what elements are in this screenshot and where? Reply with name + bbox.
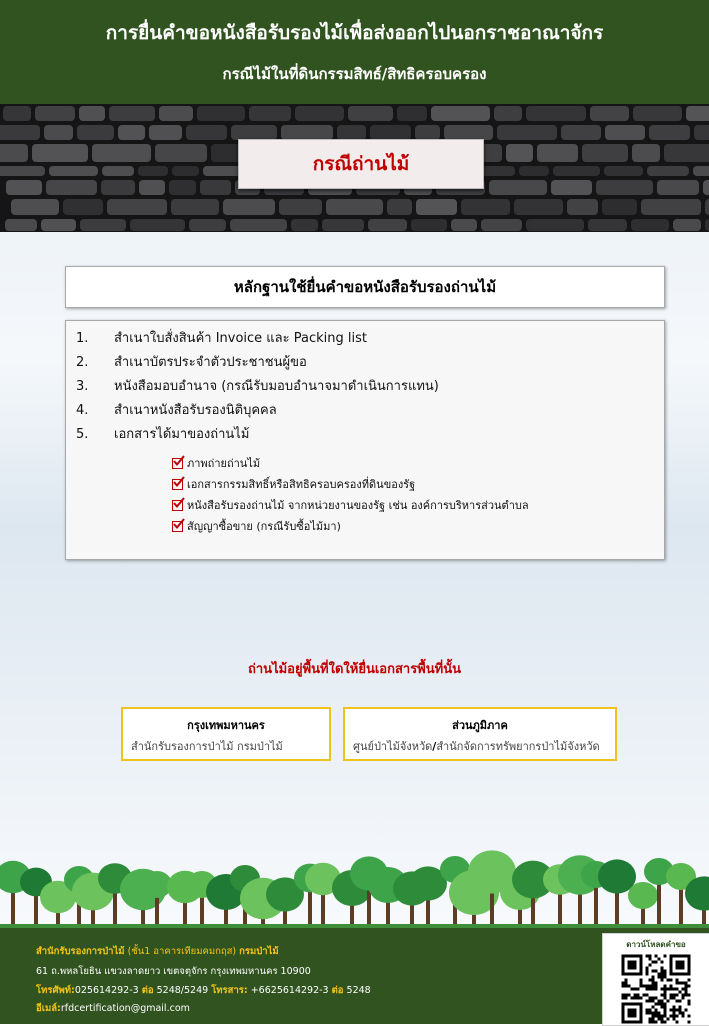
office-name: สำนักรับรองการป่าไม้ [36, 946, 125, 957]
ext-number: 5248/5249 [153, 985, 212, 996]
item-number: 1. [76, 331, 89, 346]
checkbox-checked-icon [172, 479, 183, 490]
bangkok-heading: กรุงเทพมหานคร [187, 719, 265, 732]
regional-office-b: สำนักจัดการทรัพยากรป่าไม้จังหวัด [436, 740, 600, 753]
email-label: อีเมล์: [36, 1003, 61, 1014]
qr-code-icon[interactable] [617, 954, 695, 1024]
item-text: เอกสารได้มาของถ่านไม้ [114, 427, 250, 442]
sub-list-item [172, 476, 415, 493]
tree-line-illustration [0, 842, 709, 938]
regional-separator: / [432, 740, 437, 753]
sub-item-text: สัญญาซื้อขาย (กรณีรับซื้อไม้มา) [187, 520, 341, 533]
phone-number: 025614292-3 [74, 985, 142, 996]
footer-address: 61 ถ.พหลโยธิน แขวงลาดยาว เขตจตุจักร กรุงเทพมหานคร 10900 [36, 966, 311, 977]
item-number: 4. [76, 403, 89, 418]
footer-phone-line [36, 983, 371, 998]
header-bar [0, 0, 709, 104]
regional-offices [353, 737, 600, 755]
case-title-box: กรณีถ่านไม้ [238, 139, 484, 189]
item-number: 5. [76, 427, 89, 442]
bangkok-box [121, 707, 331, 761]
sub-item-text: เอกสารกรรมสิทธิ์หรือสิทธิครอบครองที่ดินของรัฐ [187, 478, 416, 491]
evidence-list [65, 320, 665, 560]
page-subtitle: กรณีไม้ในที่ดินกรรมสิทธ์/สิทธิครอบครอง [222, 65, 487, 83]
regional-office-a: ศูนย์ป่าไม้จังหวัด [353, 740, 433, 753]
fax-number: +6625614292-3 [247, 985, 332, 996]
fax-ext-label: ต่อ [331, 985, 344, 996]
qr-label: ดาวน์โหลดคำขอ [626, 940, 686, 949]
ext-label: ต่อ [141, 985, 154, 996]
fax-label: โทรสาร: [211, 985, 248, 996]
sub-list-item [172, 518, 341, 535]
checkbox-checked-icon [172, 500, 183, 511]
item-number: 2. [76, 355, 89, 370]
page-title: การยื่นคำขอหนังสือรับรองไม้เพื่อส่งออกไปนอกราชอาณาจักร [105, 22, 604, 44]
item-text: หนังสือมอบอำนาจ (กรณีรับมอบอำนาจมาดำเนินการแทน) [114, 379, 439, 394]
item-text: สำเนาหนังสือรับรองนิติบุคคล [114, 403, 277, 418]
checkbox-checked-icon [172, 458, 183, 469]
checkbox-checked-icon [172, 521, 183, 532]
regional-heading: ส่วนภูมิภาค [452, 719, 508, 732]
email-address[interactable]: rfdcertification@gmail.com [60, 1003, 190, 1014]
office-detail: (ชั้น1 อาคารเทียมคมกฤส) [124, 946, 240, 957]
fax-ext-number: 5248 [343, 985, 371, 996]
department-name: กรมป่าไม้ [239, 946, 279, 957]
item-number: 3. [76, 379, 89, 394]
location-note: ถ่านไม้อยู่พื้นที่ใดให้ยื่นเอกสารพื้นที่นั้น [248, 662, 461, 677]
sub-list-item [172, 455, 260, 472]
sub-item-text: หนังสือรับรองถ่านไม้ จากหน่วยงานของรัฐ เช่น องค์การบริหารส่วนตำบล [187, 499, 529, 512]
footer-email-line [36, 1001, 190, 1016]
item-text: สำเนาใบสั่งสินค้า Invoice และ Packing list [114, 331, 367, 346]
evidence-heading: หลักฐานใช้ยื่นคำขอหนังสือรับรองถ่านไม้ [65, 266, 665, 308]
qr-download-panel [602, 933, 709, 1026]
bangkok-office: สำนักรับรองการป่าไม้ กรมป่าไม้ [131, 740, 283, 753]
footer-office-line [36, 944, 279, 959]
sub-item-text: ภาพถ่ายถ่านไม้ [187, 457, 261, 470]
regional-box [343, 707, 617, 761]
phone-label: โทรศัพท์: [36, 985, 75, 996]
sub-list-item [172, 497, 529, 514]
item-text: สำเนาบัตรประจำตัวประชาชนผู้ขอ [114, 355, 307, 370]
